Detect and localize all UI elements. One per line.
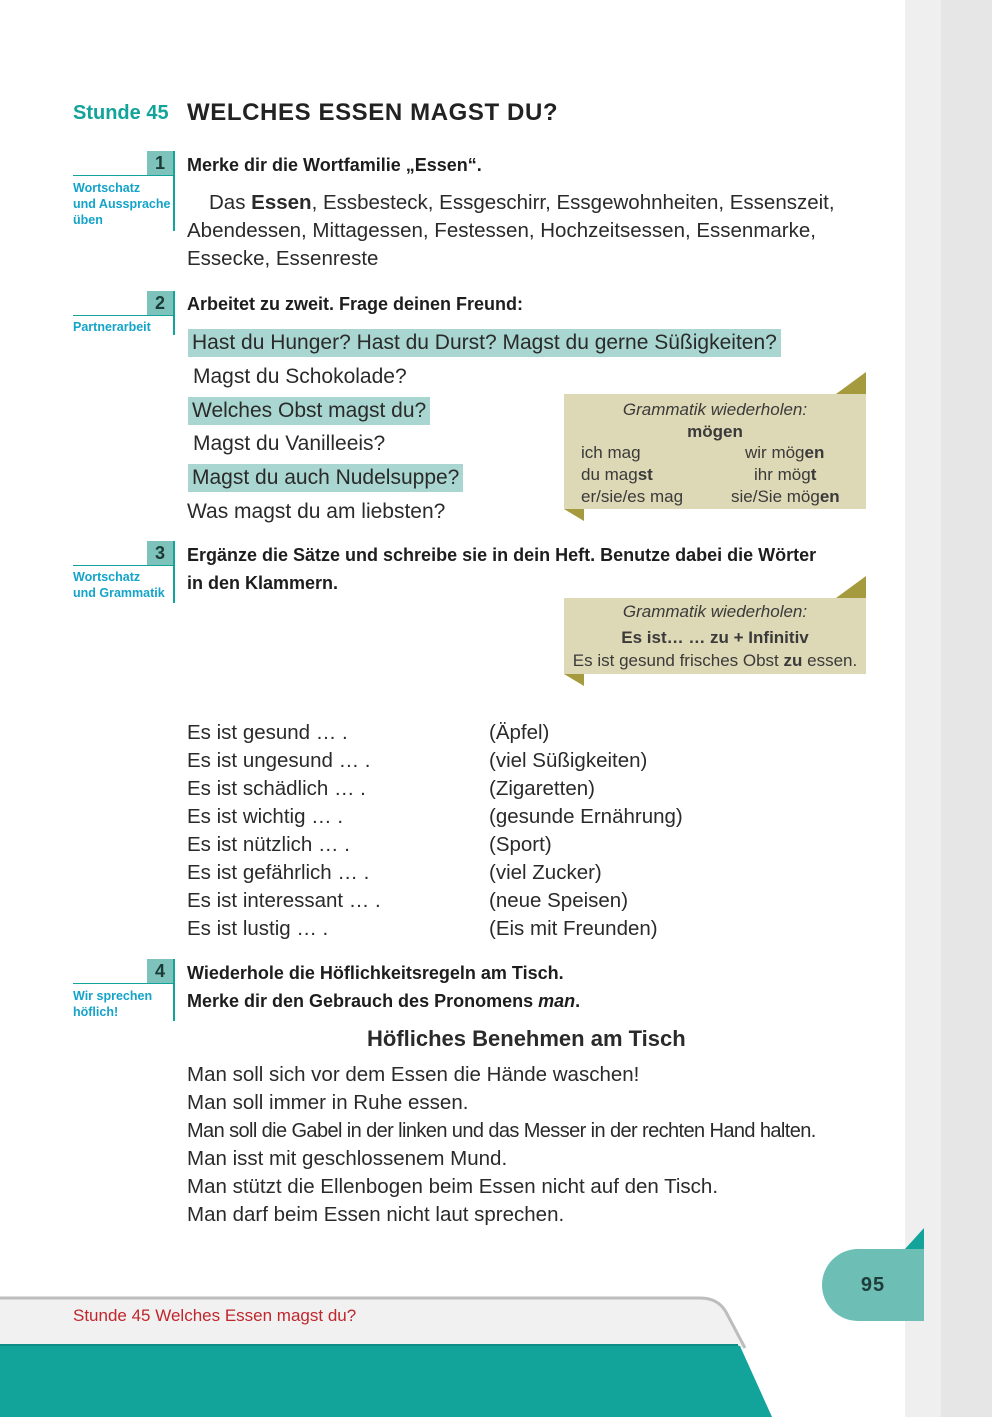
- question-5: Magst du auch Nudelsuppe?: [188, 464, 463, 492]
- ex3-vline: [173, 541, 175, 603]
- hint-list: [489, 719, 683, 943]
- question-1: Hast du Hunger? Hast du Durst? Magst du gerne Süßigkeiten?: [188, 329, 781, 357]
- question-6: Was magst du am liebsten?: [187, 500, 446, 523]
- ex3-number: 3: [147, 541, 173, 565]
- grammar-box-corner: [836, 372, 866, 394]
- rule-line: Man soll sich vor dem Essen die Hände waschen!: [187, 1063, 640, 1086]
- hint: (neue Speisen): [489, 889, 629, 912]
- ex2-vline: [173, 291, 175, 335]
- sentence: Es ist lustig … .: [187, 917, 329, 940]
- lesson-label: Stunde 45: [73, 102, 169, 124]
- hint: (viel Süßigkeiten): [489, 749, 648, 772]
- question-4: Magst du Vanilleeis?: [193, 432, 386, 455]
- grammar-verb: mögen: [687, 422, 743, 441]
- page-edge-inner: [905, 0, 941, 1417]
- page-badge-corner: [905, 1228, 924, 1249]
- sentence: Es ist gefährlich … .: [187, 861, 370, 884]
- rule-line: Man darf beim Essen nicht laut sprechen.: [187, 1203, 565, 1226]
- ex2-instruction: Arbeitet zu zweit. Frage deinen Freund:: [187, 294, 524, 314]
- ex4-instruction: Wiederhole die Höflichkeitsregeln am Tisch. Merke dir den Gebrauch des Pronomens man.: [187, 963, 581, 1011]
- ex4-vline: [173, 959, 175, 1021]
- question-3: Welches Obst magst du?: [188, 397, 430, 425]
- page-number: 95: [822, 1249, 924, 1321]
- grammar2-heading: Grammatik wiederholen:: [622, 602, 808, 621]
- rules-subtitle: Höfliches Benehmen am Tisch: [367, 1026, 686, 1051]
- question-2: Magst du Schokolade?: [193, 365, 407, 388]
- ex2-rule: [73, 315, 175, 316]
- sentence: Es ist interessant … .: [187, 889, 381, 912]
- ex1-rule: [73, 175, 175, 176]
- ex4-rule: [73, 983, 175, 984]
- hint: (Äpfel): [489, 721, 550, 744]
- ex2-number: 2: [147, 291, 173, 315]
- footer-running-title: Stunde 45 Welches Essen magst du?: [73, 1306, 357, 1325]
- hint: (Eis mit Freunden): [489, 917, 658, 940]
- hint: (viel Zucker): [489, 861, 602, 884]
- grammar2-example: Es ist gesund frisches Obst zu essen.: [572, 651, 858, 670]
- ex1-instruction: Merke dir die Wortfamilie „Essen“.: [187, 155, 482, 175]
- grammar-box-zu-infinitiv: [564, 598, 866, 674]
- hint: (Zigaretten): [489, 777, 595, 800]
- ex3-rule: [73, 565, 175, 566]
- ex3-instruction: Ergänze die Sätze und schreibe sie in dein Heft. Benutze dabei die Wörter in den Klammern.: [187, 545, 817, 593]
- rules-list: [187, 1061, 887, 1229]
- grammar-box-moegen: Grammatik wiederholen: mögen ich mag wir mögen du magst ihr mögt er/sie/es mag sie/Sie mögen: [564, 394, 866, 509]
- sentence-list: [187, 719, 381, 943]
- grammar2-rule: Es ist… … zu + Infinitiv: [621, 628, 809, 647]
- rule-line: Man stützt die Ellenbogen beim Essen nicht auf den Tisch.: [187, 1175, 719, 1198]
- ex3-caption: Wortschatz und Grammatik: [73, 570, 165, 600]
- ex1-vline: [173, 151, 175, 231]
- grammar-box2-corner-bottom: [564, 674, 584, 686]
- ex4-number: 4: [147, 959, 173, 983]
- sentence: Es ist schädlich … .: [187, 777, 366, 800]
- sentence: Es ist gesund … .: [187, 721, 348, 744]
- rule-line: Man soll die Gabel in der linken und das Messer in der rechten Hand halten.: [187, 1120, 816, 1142]
- ex1-number: 1: [147, 151, 173, 175]
- hint: (gesunde Ernährung): [489, 805, 683, 828]
- grammar-box2-corner: [836, 576, 866, 598]
- hint: (Sport): [489, 833, 552, 856]
- rule-line: Man isst mit geschlossenem Mund.: [187, 1147, 508, 1170]
- lesson-title: WELCHES ESSEN MAGST DU?: [187, 99, 559, 126]
- grammar-heading: Grammatik wiederholen:: [622, 400, 808, 419]
- ex2-caption: Partnerarbeit: [73, 320, 151, 334]
- ex1-caption: Wortschatz und Aussprache üben: [73, 181, 171, 227]
- sentence: Es ist nützlich … .: [187, 833, 350, 856]
- sentence: Es ist wichtig … .: [187, 805, 344, 828]
- rule-line: Man soll immer in Ruhe essen.: [187, 1091, 469, 1114]
- ex1-word-family: Das Essen, Essbesteck, Essgeschirr, Essgewohnheiten, Essenszeit, Abendessen, Mittagessen, Festessen, Hochzeitsessen, Essenmarke, Essecke, Essenreste: [187, 191, 835, 270]
- sentence: Es ist ungesund … .: [187, 749, 371, 772]
- ex4-caption: Wir sprechen höflich!: [73, 989, 153, 1019]
- grammar-box-corner-bottom: [564, 509, 584, 521]
